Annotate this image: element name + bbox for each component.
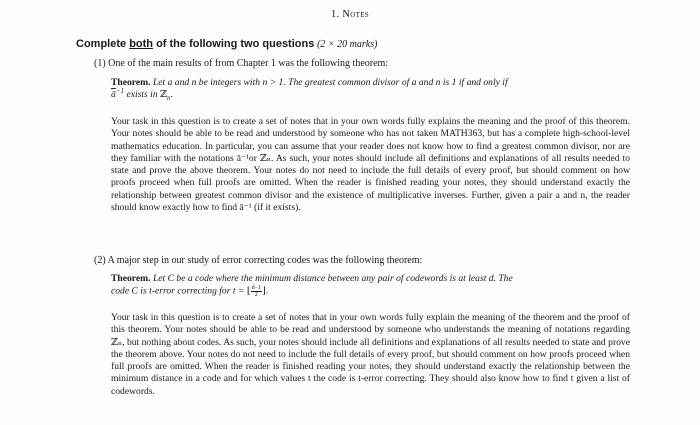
theorem-1-text-b: exists in [126,89,158,101]
theorem-1-label: Theorem. [111,77,151,88]
theorem-2-text-a: Let C be a code where the minimum distance between any pair of codewords is at least d. The [152,273,513,284]
fraction-denominator: 2 [254,292,258,299]
theorem-1-abar: $\overline{ā}$ [111,89,116,101]
theorem-2-fraction [251,285,262,298]
heading-post: of the following two questions [153,38,315,50]
heading-pre: Complete [76,38,130,50]
theorem-1-text-a: Let a and n be integers with n > 1. The greatest common divisor of a and n is 1 if and only if [152,77,508,88]
question-1-paragraph: Your task in this question is to create a set of notes that in your own words fully explains the meaning and the proof of this theorem. Your notes should be able to be read and understood by someone who has not taken MATH363, but has a complete high-school-level mathematics education. In particular, you can assume that your reader does not know how to find a greatest common divisor, nor are they familiar with the notations ā⁻¹or ℤₙ. As such, your notes should include all definitions and explanations of all results needed to state and prove the above theorem. Your notes do not need to include the full details of every proof, but should comment on how proofs proceed when full proofs are omitted. When the reader is finished reading your notes, they should understand exactly the relationship between greatest common divisor and the existence of multiplicative inverses. Further, given a pair a and n, the reader should know exactly how to find ā⁻¹ (if it exists). [111,116,630,214]
section-title: Notes [342,9,369,20]
question-2-intro [94,254,634,267]
section-number: 1. [330,9,340,20]
theorem-2-label: Theorem. [111,273,151,284]
question-1-theorem: Theorem. Let a and n be integers with n > 1. The greatest common divisor of a and n is 1 if and only if $\overline{ā}^{-1}$ exists in ℤ$_n$. [111,77,508,103]
question-1-number: (1) [94,58,106,69]
page-header [0,9,700,20]
instructions-heading [76,38,377,50]
heading-both: both [129,38,154,50]
marks-note: (2 × 20 marks) [317,39,378,50]
theorem-1-zn: ℤ [160,89,168,101]
theorem-1-inv-exp: −1 [115,87,125,96]
question-2-number: (2) [94,255,106,266]
theorem-2-text-b: code C is t-error correcting for t = [111,286,245,297]
question-2-intro-text: A major step in our study of error correcting codes was the following theorem: [107,255,423,266]
question-2-theorem: Theorem. Let C be a code where the minimum distance between any pair of codewords is at least d. The code C is t-error correcting for t = ⌊ $\frac{d-1}{2}$ ⌋. [111,273,513,299]
question-2-paragraph: Your task in this question is to create a set of notes that in your own words fully explain the meaning of the theorem and the proof of this theorem. Your notes should be able to be read and understood by someone who understands the meaning of notations regarding ℤₙ, but nothing about codes. As such, your notes should include all definitions and explanations of all results needed to state and prove the theorem above. Your notes do not need to include the full details of every proof, but should comment on how proofs proceed when full proofs are omitted. When the reader is finished reading your notes, they should understand exactly the relationship between the minimum distance in a code and for which values t the code is t-error correcting. They should also know how to find t given a list of codewords. [111,312,630,397]
question-1-intro [94,57,634,70]
fraction-numerator: d−1 [251,285,261,292]
theorem-1-zn-sub: n [167,94,171,103]
question-1-intro-text: One of the main results of from Chapter 1 was the following theorem: [108,58,389,69]
